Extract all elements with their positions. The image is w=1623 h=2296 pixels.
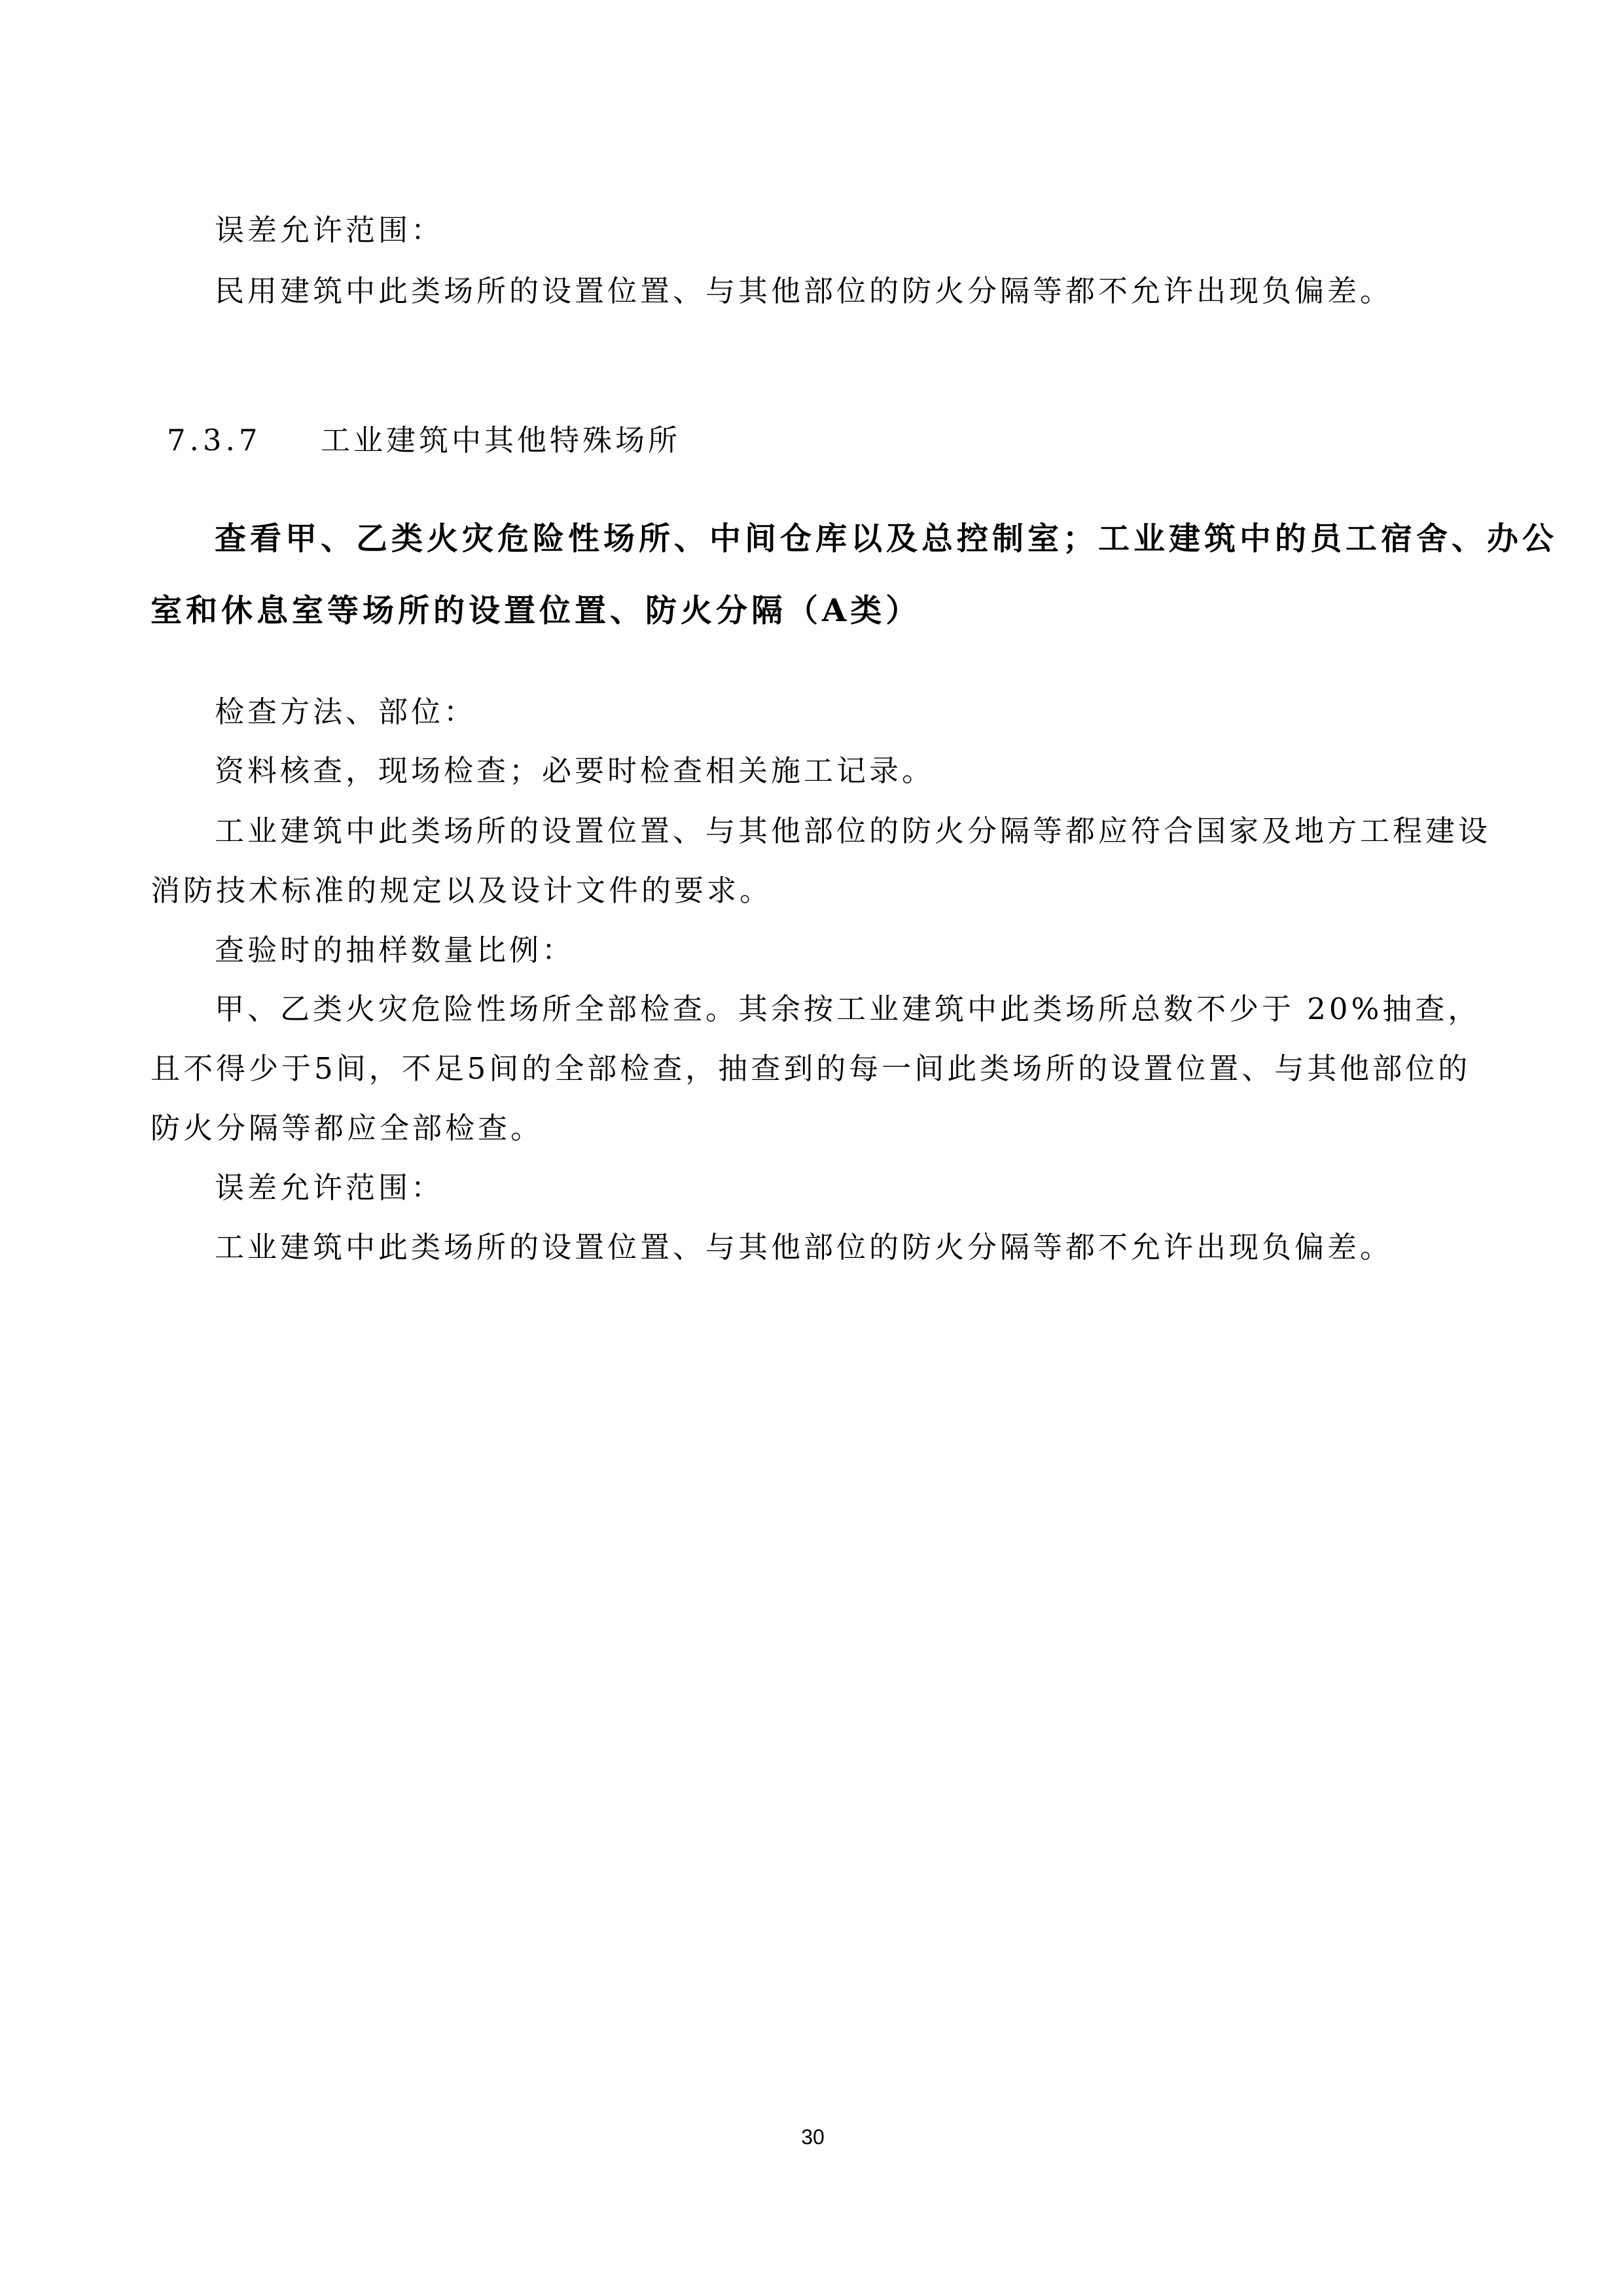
sampling-line-1: 甲、乙类火灾危险性场所全部检查。其余按工业建筑中此类场所总数不少于 20%抽查， (215, 992, 1481, 1026)
method-label: 检查方法、部位： (215, 694, 477, 729)
method-text: 资料核查，现场检查；必要时检查相关施工记录。 (215, 753, 935, 788)
section-number: 7.3.7 (167, 423, 262, 457)
tolerance-text-top: 民用建筑中此类场所的设置位置、与其他部位的防火分隔等都不允许出现负偏差。 (215, 274, 1393, 308)
sampling-line-3: 防火分隔等都应全部检查。 (151, 1111, 544, 1145)
requirement-line-2: 室和休息室等场所的设置位置、防火分隔（A类） (151, 592, 921, 629)
tolerance-text: 工业建筑中此类场所的设置位置、与其他部位的防火分隔等都不允许出现负偏差。 (215, 1230, 1393, 1265)
section-title: 工业建筑中其他特殊场所 (321, 423, 681, 457)
page-number: 30 (801, 2125, 825, 2149)
standard-line-1: 工业建筑中此类场所的设置位置、与其他部位的防火分隔等都应符合国家及地方工程建设 (215, 814, 1491, 848)
tolerance-label-top: 误差允许范围： (215, 213, 444, 247)
requirement-line-1: 查看甲、乙类火灾危险性场所、中间仓库以及总控制室；工业建筑中的员工宿舍、办公 (215, 520, 1558, 557)
standard-line-2: 消防技术标准的规定以及设计文件的要求。 (151, 873, 773, 908)
tolerance-label: 误差允许范围： (215, 1170, 444, 1205)
sampling-line-2: 且不得少于5间，不足5间的全部检查，抽查到的每一间此类场所的设置位置、与其他部位的 (151, 1051, 1471, 1086)
sampling-label: 查验时的抽样数量比例： (215, 933, 575, 967)
